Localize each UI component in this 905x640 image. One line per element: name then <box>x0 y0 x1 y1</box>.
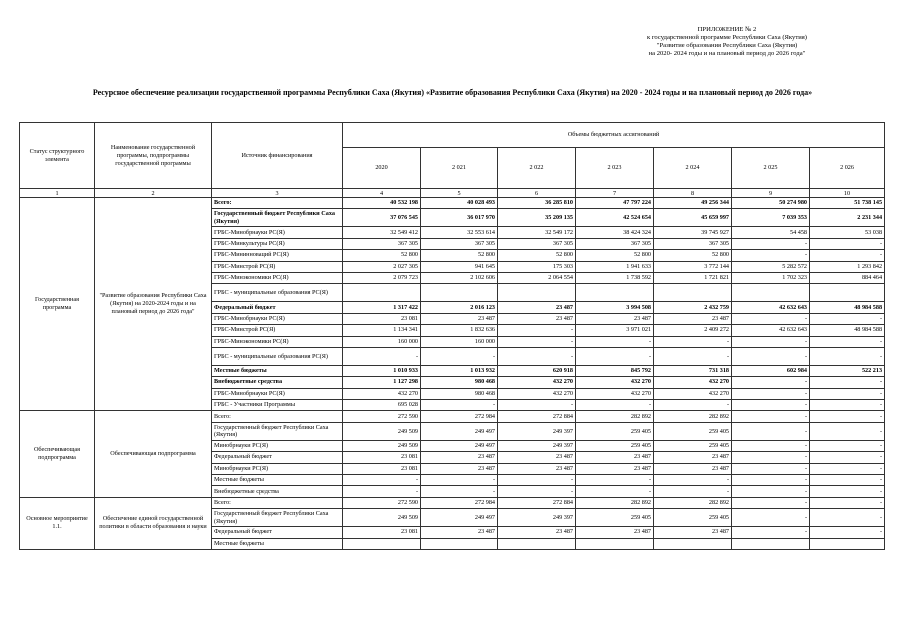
amount-cell: 259 405 <box>654 509 732 527</box>
amount-cell: 602 984 <box>732 365 810 376</box>
amount-cell: 432 270 <box>343 388 421 399</box>
resource-table <box>19 122 885 550</box>
amount-cell: - <box>732 509 810 527</box>
amount-cell: - <box>732 440 810 451</box>
funding-source-cell: ГРБС-Мининноваций РС(Я) <box>212 250 343 261</box>
amount-cell: 249 509 <box>343 509 421 527</box>
amount-cell: 23 487 <box>498 463 576 474</box>
amount-cell: 259 405 <box>654 440 732 451</box>
amount-cell: 249 497 <box>421 509 498 527</box>
amount-cell: - <box>498 336 576 347</box>
header-status: Статус структурного элемента <box>20 123 95 189</box>
amount-cell: 432 270 <box>576 377 654 388</box>
amount-cell: 282 892 <box>576 411 654 422</box>
amount-cell: 23 487 <box>654 527 732 538</box>
amount-cell: 941 645 <box>421 261 498 272</box>
funding-source-cell: Внебюджетные средства <box>212 486 343 497</box>
amount-cell: 5 282 572 <box>732 261 810 272</box>
amount-cell: 23 487 <box>498 302 576 313</box>
amount-cell: 432 270 <box>498 377 576 388</box>
amount-cell: 47 797 224 <box>576 198 654 209</box>
amount-cell: 249 497 <box>421 440 498 451</box>
funding-source-cell: Всего: <box>212 411 343 422</box>
amount-cell: 2 027 305 <box>343 261 421 272</box>
funding-source-cell: ГРБС-Минкультуры РС(Я) <box>212 238 343 249</box>
header-year: 2020 <box>343 148 421 189</box>
column-number: 4 <box>343 189 421 198</box>
amount-cell: - <box>654 475 732 486</box>
amount-cell: - <box>732 400 810 411</box>
amount-cell <box>732 284 810 302</box>
amount-cell: - <box>576 400 654 411</box>
header-year: 2 024 <box>654 148 732 189</box>
amount-cell: - <box>576 475 654 486</box>
amount-cell: 1 941 633 <box>576 261 654 272</box>
amount-cell: - <box>810 400 885 411</box>
table-row <box>20 411 885 422</box>
amount-cell: - <box>810 250 885 261</box>
amount-cell: - <box>810 347 885 365</box>
amount-cell: 1 127 298 <box>343 377 421 388</box>
column-number: 1 <box>20 189 95 198</box>
funding-source-cell: Государственный бюджет Республики Саха (Якутия) <box>212 509 343 527</box>
amount-cell: 52 800 <box>654 250 732 261</box>
amount-cell: 259 405 <box>576 440 654 451</box>
amount-cell: - <box>732 527 810 538</box>
funding-source-cell: ГРБС-Минобрнауки РС(Я) <box>212 313 343 324</box>
amount-cell: 2 432 759 <box>654 302 732 313</box>
amount-cell: - <box>421 347 498 365</box>
amount-cell: 249 397 <box>498 509 576 527</box>
amount-cell: - <box>732 238 810 249</box>
amount-cell: 432 270 <box>498 388 576 399</box>
amount-cell: - <box>732 336 810 347</box>
amount-cell: 1 702 323 <box>732 272 810 283</box>
amount-cell: 272 884 <box>498 497 576 508</box>
amount-cell: 1 013 932 <box>421 365 498 376</box>
amount-cell: 32 553 614 <box>421 227 498 238</box>
amount-cell: 54 458 <box>732 227 810 238</box>
amount-cell: - <box>732 250 810 261</box>
funding-source-cell: ГРБС - муниципальные образования РС(Я) <box>212 347 343 365</box>
amount-cell: 272 984 <box>421 411 498 422</box>
amount-cell: - <box>654 347 732 365</box>
amount-cell: 38 424 324 <box>576 227 654 238</box>
table-row <box>20 497 885 508</box>
amount-cell: 432 270 <box>654 388 732 399</box>
amount-cell: - <box>810 238 885 249</box>
header-volumes: Объемы бюджетных ассигнований <box>343 123 885 148</box>
amount-cell: 52 800 <box>498 250 576 261</box>
funding-source-cell: ГРБС-Минэкономики РС(Я) <box>212 336 343 347</box>
amount-cell: 23 487 <box>421 463 498 474</box>
column-number: 8 <box>654 189 732 198</box>
status-cell: Обеспечивающая подпрограмма <box>20 411 95 497</box>
amount-cell: - <box>732 411 810 422</box>
amount-cell: 52 800 <box>343 250 421 261</box>
funding-source-cell: Федеральный бюджет <box>212 302 343 313</box>
column-number: 9 <box>732 189 810 198</box>
amount-cell: 1 010 933 <box>343 365 421 376</box>
header-year: 2 026 <box>810 148 885 189</box>
amount-cell: - <box>810 509 885 527</box>
amount-cell: 23 081 <box>343 313 421 324</box>
amount-cell: 32 549 172 <box>498 227 576 238</box>
amount-cell: 52 800 <box>576 250 654 261</box>
amount-cell: - <box>732 388 810 399</box>
amount-cell: 37 076 545 <box>343 209 421 227</box>
amount-cell: - <box>810 422 885 440</box>
amount-cell: - <box>732 463 810 474</box>
amount-cell: 249 397 <box>498 440 576 451</box>
program-name-cell: Обеспечивающая подпрограмма <box>95 411 212 497</box>
status-cell: Государственная программа <box>20 198 95 411</box>
amount-cell <box>343 284 421 302</box>
amount-cell: - <box>810 527 885 538</box>
amount-cell: 259 405 <box>654 422 732 440</box>
amount-cell: - <box>498 475 576 486</box>
amount-cell: 2 231 344 <box>810 209 885 227</box>
amount-cell: 1 317 422 <box>343 302 421 313</box>
amount-cell: 980 468 <box>421 377 498 388</box>
amount-cell: 160 000 <box>343 336 421 347</box>
amount-cell: 39 745 927 <box>654 227 732 238</box>
amount-cell: 23 487 <box>498 452 576 463</box>
amount-cell: 367 305 <box>421 238 498 249</box>
funding-source-cell: ГРБС-Минстрой РС(Я) <box>212 325 343 336</box>
funding-source-cell: Федеральный бюджет <box>212 527 343 538</box>
amount-cell: - <box>498 486 576 497</box>
amount-cell: 42 632 643 <box>732 302 810 313</box>
amount-cell: 3 772 144 <box>654 261 732 272</box>
amount-cell: 23 487 <box>654 463 732 474</box>
funding-source-cell: ГРБС - Участники Программы <box>212 400 343 411</box>
amount-cell: 367 305 <box>654 238 732 249</box>
amount-cell: - <box>654 400 732 411</box>
amount-cell: 48 984 588 <box>810 325 885 336</box>
amount-cell: 23 487 <box>654 452 732 463</box>
amount-cell: 48 984 588 <box>810 302 885 313</box>
column-number: 5 <box>421 189 498 198</box>
amount-cell: 36 285 810 <box>498 198 576 209</box>
amount-cell: - <box>810 336 885 347</box>
amount-cell: - <box>421 400 498 411</box>
amount-cell: - <box>810 497 885 508</box>
header-year: 2 022 <box>498 148 576 189</box>
amount-cell: 2 064 554 <box>498 272 576 283</box>
amount-cell: 40 532 198 <box>343 198 421 209</box>
amount-cell: 367 305 <box>343 238 421 249</box>
column-number: 2 <box>95 189 212 198</box>
header-year: 2 023 <box>576 148 654 189</box>
amount-cell: - <box>576 336 654 347</box>
amount-cell: - <box>498 325 576 336</box>
amount-cell: - <box>343 347 421 365</box>
amount-cell: 845 792 <box>576 365 654 376</box>
amount-cell: - <box>343 475 421 486</box>
amount-cell: 23 487 <box>576 452 654 463</box>
amount-cell: 2 409 272 <box>654 325 732 336</box>
amount-cell: 1 832 636 <box>421 325 498 336</box>
amount-cell: - <box>810 313 885 324</box>
amount-cell: 1 134 341 <box>343 325 421 336</box>
amount-cell: 53 038 <box>810 227 885 238</box>
amount-cell: 23 487 <box>421 527 498 538</box>
amount-cell: 695 028 <box>343 400 421 411</box>
amount-cell: 52 800 <box>421 250 498 261</box>
amount-cell: 272 590 <box>343 497 421 508</box>
amount-cell: 259 405 <box>576 509 654 527</box>
amount-cell <box>576 538 654 549</box>
amount-cell: 432 270 <box>576 388 654 399</box>
funding-source-cell: Местные бюджеты <box>212 475 343 486</box>
amount-cell: 249 497 <box>421 422 498 440</box>
appendix-line: "Развитие образования Республики Саха (Якутия) <box>656 42 798 49</box>
header-year: 2 025 <box>732 148 810 189</box>
amount-cell <box>810 284 885 302</box>
amount-cell: - <box>343 486 421 497</box>
amount-cell: 249 509 <box>343 422 421 440</box>
amount-cell: - <box>732 486 810 497</box>
amount-cell <box>576 284 654 302</box>
funding-source-cell: Федеральный бюджет <box>212 452 343 463</box>
header-year: 2 021 <box>421 148 498 189</box>
funding-source-cell: Внебюджетные средства <box>212 377 343 388</box>
amount-cell <box>421 538 498 549</box>
amount-cell: 259 405 <box>576 422 654 440</box>
amount-cell: 23 487 <box>576 313 654 324</box>
status-cell: Основное мероприятие 1.1. <box>20 497 95 549</box>
amount-cell: - <box>732 377 810 388</box>
funding-source-cell: Государственный бюджет Республики Саха (Якутия) <box>212 422 343 440</box>
amount-cell: 620 918 <box>498 365 576 376</box>
amount-cell: 23 487 <box>576 527 654 538</box>
amount-cell: 23 487 <box>498 527 576 538</box>
amount-cell: 23 487 <box>498 313 576 324</box>
amount-cell: 160 000 <box>421 336 498 347</box>
amount-cell: 2 079 723 <box>343 272 421 283</box>
amount-cell: 3 994 508 <box>576 302 654 313</box>
column-number-row <box>20 189 885 198</box>
amount-cell: 36 017 970 <box>421 209 498 227</box>
appendix-number: ПРИЛОЖЕНИЕ № 2 <box>697 26 757 33</box>
amount-cell: 42 632 643 <box>732 325 810 336</box>
amount-cell: 249 509 <box>343 440 421 451</box>
header-name: Наименование государственной программы, подпрограммы государственной программы <box>95 123 212 189</box>
amount-cell: 731 318 <box>654 365 732 376</box>
amount-cell: 1 738 592 <box>576 272 654 283</box>
amount-cell: 282 892 <box>576 497 654 508</box>
header-source: Источник финансирования <box>212 123 343 189</box>
amount-cell: 23 487 <box>654 313 732 324</box>
amount-cell: 23 487 <box>421 452 498 463</box>
amount-cell: 45 659 997 <box>654 209 732 227</box>
table-row <box>20 198 885 209</box>
amount-cell: - <box>810 452 885 463</box>
amount-cell <box>654 284 732 302</box>
amount-cell: - <box>810 486 885 497</box>
appendix-header <box>627 26 827 58</box>
amount-cell <box>732 538 810 549</box>
amount-cell: - <box>810 411 885 422</box>
amount-cell: - <box>732 497 810 508</box>
amount-cell <box>654 538 732 549</box>
appendix-line: на 2020- 2024 годы и на плановый период до 2026 года" <box>648 50 806 57</box>
amount-cell: 23 487 <box>421 313 498 324</box>
amount-cell: 42 524 654 <box>576 209 654 227</box>
funding-source-cell: ГРБС-Минэкономики РС(Я) <box>212 272 343 283</box>
funding-source-cell: Минобрнауки РС(Я) <box>212 440 343 451</box>
amount-cell: - <box>810 377 885 388</box>
funding-source-cell: Минобрнауки РС(Я) <box>212 463 343 474</box>
amount-cell: - <box>732 422 810 440</box>
amount-cell: - <box>732 347 810 365</box>
amount-cell: - <box>498 400 576 411</box>
amount-cell: 1 721 821 <box>654 272 732 283</box>
column-number: 6 <box>498 189 576 198</box>
amount-cell: - <box>810 388 885 399</box>
amount-cell: 7 039 353 <box>732 209 810 227</box>
appendix-line: к государственной программе Республики Саха (Якутия) <box>647 34 807 41</box>
column-number: 3 <box>212 189 343 198</box>
amount-cell: - <box>732 452 810 463</box>
amount-cell <box>498 284 576 302</box>
amount-cell: - <box>810 440 885 451</box>
amount-cell <box>343 538 421 549</box>
column-number: 10 <box>810 189 885 198</box>
amount-cell: 367 305 <box>498 238 576 249</box>
funding-source-cell: Государственный бюджет Республики Саха (Якутия) <box>212 209 343 227</box>
amount-cell: 50 274 980 <box>732 198 810 209</box>
amount-cell: 249 397 <box>498 422 576 440</box>
funding-source-cell: Всего: <box>212 497 343 508</box>
amount-cell: 522 213 <box>810 365 885 376</box>
amount-cell: 49 256 344 <box>654 198 732 209</box>
amount-cell: 35 209 135 <box>498 209 576 227</box>
amount-cell <box>810 538 885 549</box>
amount-cell: 23 081 <box>343 452 421 463</box>
amount-cell <box>421 284 498 302</box>
amount-cell: 3 971 021 <box>576 325 654 336</box>
amount-cell: - <box>576 347 654 365</box>
funding-source-cell: ГРБС-Минстрой РС(Я) <box>212 261 343 272</box>
amount-cell: - <box>732 313 810 324</box>
amount-cell <box>498 538 576 549</box>
funding-source-cell: ГРБС-Минобрнауки РС(Я) <box>212 388 343 399</box>
amount-cell: 2 016 123 <box>421 302 498 313</box>
amount-cell: - <box>654 336 732 347</box>
amount-cell: 980 468 <box>421 388 498 399</box>
amount-cell: - <box>732 475 810 486</box>
amount-cell: 282 892 <box>654 411 732 422</box>
amount-cell: 367 305 <box>576 238 654 249</box>
amount-cell: 884 464 <box>810 272 885 283</box>
amount-cell: 272 884 <box>498 411 576 422</box>
amount-cell: - <box>810 463 885 474</box>
funding-source-cell: ГРБС-Минобрнауки РС(Я) <box>212 227 343 238</box>
amount-cell: 432 270 <box>654 377 732 388</box>
funding-source-cell: Всего: <box>212 198 343 209</box>
funding-source-cell: ГРБС - муниципальные образования РС(Я) <box>212 284 343 302</box>
program-name-cell: "Развитие образования Республики Саха (Якутия) на 2020-2024 годы и на плановый период до 2026 года" <box>95 198 212 411</box>
program-name-cell: Обеспечение единой государственной политики в области образования и науки <box>95 497 212 549</box>
funding-source-cell: Местные бюджеты <box>212 538 343 549</box>
amount-cell: - <box>421 475 498 486</box>
amount-cell: 175 303 <box>498 261 576 272</box>
amount-cell: 282 892 <box>654 497 732 508</box>
amount-cell: 23 081 <box>343 527 421 538</box>
amount-cell: 32 549 412 <box>343 227 421 238</box>
amount-cell: 272 984 <box>421 497 498 508</box>
document-title: Ресурсное обеспечение реализации государственной программы Республики Саха (Якутия) «Развитие образования Республики Саха (Якутия) на 2020 - 2024 годы и на плановый период до 2026 года» <box>92 88 813 97</box>
amount-cell: 51 738 145 <box>810 198 885 209</box>
amount-cell: 1 293 842 <box>810 261 885 272</box>
amount-cell: - <box>421 486 498 497</box>
amount-cell: - <box>498 347 576 365</box>
amount-cell: 23 487 <box>576 463 654 474</box>
amount-cell: 40 028 493 <box>421 198 498 209</box>
amount-cell: 272 590 <box>343 411 421 422</box>
amount-cell: 2 102 606 <box>421 272 498 283</box>
column-number: 7 <box>576 189 654 198</box>
amount-cell: - <box>810 475 885 486</box>
amount-cell: - <box>576 486 654 497</box>
amount-cell: - <box>654 486 732 497</box>
funding-source-cell: Местные бюджеты <box>212 365 343 376</box>
amount-cell: 23 081 <box>343 463 421 474</box>
